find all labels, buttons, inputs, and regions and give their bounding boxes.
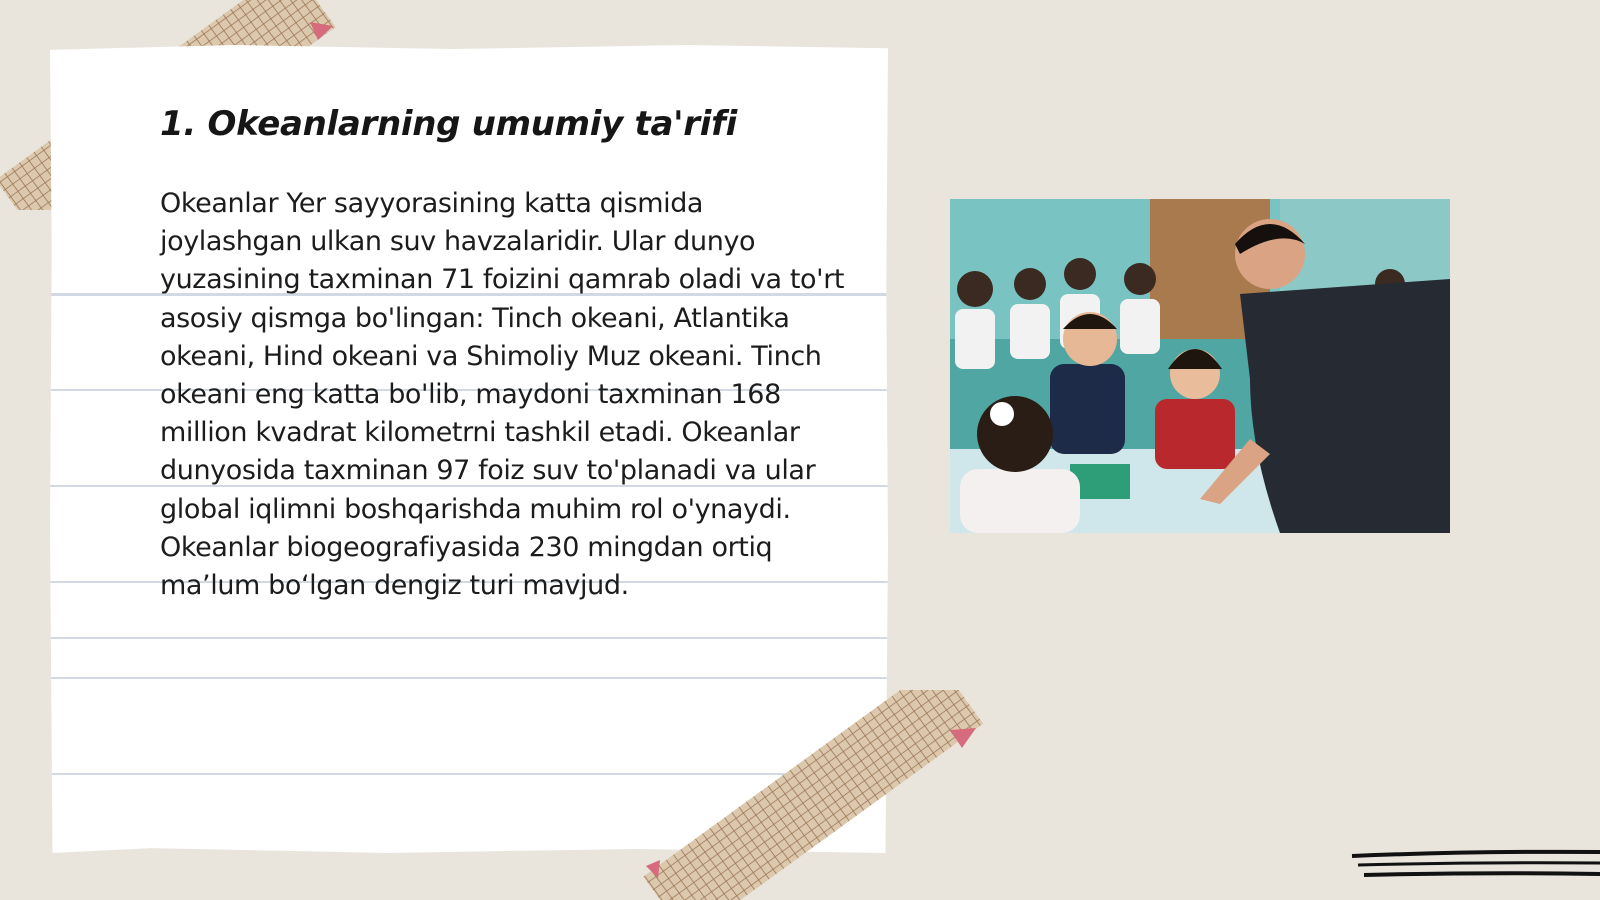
- slide-body-text: Okeanlar Yer sayyorasining katta qismida joylashgan ulkan suv havzalaridir. Ular dunyo yuzasining taxminan 71 foizini qamrab oladi va to'rt asosiy qismga bo'lingan: Tinch okeani, Atlantika okeani, Hind okeani va Shimoliy Muz okeani. Tinch okeani eng katta bo'lib, maydoni taxminan 168 million kvadrat kilometrni tashkil etadi. Okeanlar dunyosida taxminan 97 foiz suv to'planadi va ular global iqlimni boshqarishda muhim rol o'ynaydi. Okeanlar biogeografiyasida 230 mingdan ortiq ma’lum bo‘lgan dengiz turi mavjud.: [160, 188, 845, 602]
- decorative-stroke-lines: [1350, 848, 1600, 888]
- slide-title: 1. Okeanlarning umumiy ta'rifi: [160, 104, 737, 144]
- classroom-photo: [950, 199, 1450, 533]
- washi-tape-bottom: [640, 690, 995, 900]
